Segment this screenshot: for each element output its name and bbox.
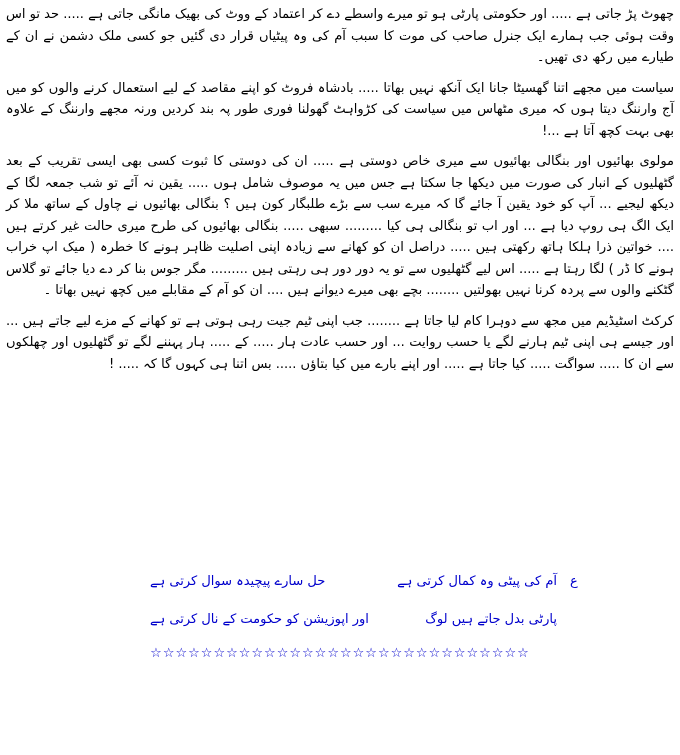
verse-line1-left: حل سارے پیچیدہ سوال کرتی ہے [150,574,326,589]
verse-line1-right: آم کی پیٹی وہ کمال کرتی ہے [397,574,557,589]
paragraph-3: مولوی بھائیوں اور بنگالی بھائیوں سے میری خاص دوستی ہے ..... ان کی دوستی کا ثبوت کسی بھی ایسی تقریب کے بعد گٹھلیوں کے انبار کی صورت میں دیکھا جا سکتا ہے جس میں یہ موصوف شامل ہوں ..... یقین نہ آئے تو شب جمعہ لگا کے دیکھ لیجیے ... آپ کو خود یقین آ جائے گا کہ میرے سب سے بڑے طلبگار کون ہیں ؟ بنگالی بھائیوں نے چاول کے ساتھ ملا کر ایک الگ ہی روپ دیا ہے ... اور اب تو بنگالی ہی کیا ......... سبھی ..... بنگالی بھائیوں کی طرح میری حالت غیر کرتے ہیں .... خواتین ذرا ہلکا ہاتھ رکھتی ہیں ..... دراصل ان کو کھانے سے زیادہ اپنی اصلیت ظاہر ہونے کا خطرہ ( میک اپ خراب ہونے کا ڈر ) لگا رہتا ہے ..... اس لیے گٹھلیوں سے تو یہ دور دور ہی رہتی ہیں ......... مگر جوس بنا کر دے دیا جائے تو گلاس گٹکنے والوں سے پردہ کرنا نہیں بھولتیں ........ بچے بھی میرے دیوانے ہیں .... ان کو آم کے مقابلے میں کچھ نہیں بھاتا ۔ [6,154,674,298]
paragraph-4: کرکٹ اسٹیڈیم میں مجھ سے دوہرا کام لیا جاتا ہے ........ جب اپنی ٹیم جیت رہی ہوتی ہے تو کھانے کے مزے لیے جاتے ہیں ... اور جیسے ہی اپنی ٹیم ہارنے لگے یا حسب روایت ... اور حسب عادت ہار ..... کے ..... ہار پہننے لگے تو گٹھلیوں اور چھلکوں سے ان کا ..... سواگت ..... کیا جاتا ہے ..... اور اپنے بارے میں کیا بتاؤں ..... بس اتنا ہی کہوں گا کہ ..... ! [6,313,674,372]
verse-marker: ع [570,574,578,589]
verse-line2-left: اور اپوزیشن کو حکومت کے نال کرتی ہے [150,612,369,627]
verse-line2-right: پارٹی بدل جاتے ہیں لوگ [425,612,557,627]
paragraph-1: چھوٹ پڑ جاتی ہے ..... اور حکومتی پارٹی ہو تو میرے واسطے دے کر اعتماد کے ووٹ کی بھیک مانگی جاتی ہے ..... حد تو اس وقت ہوئی جب ہمارے ایک جنرل صاحب کی موت کا سبب آم کی وہ پیٹیاں قرار دی گئیں جو کسی ملک دشمن نے ان کے طیارے میں رکھ دی تھیں۔ [6,7,674,65]
star-divider: ☆☆☆☆☆☆☆☆☆☆☆☆☆☆☆☆☆☆☆☆☆☆☆☆☆☆☆☆☆☆ [150,646,530,661]
article-body [6,4,674,384]
paragraph-2: سیاست میں مجھے اتنا گھسیٹا جانا ایک آنکھ نہیں بھاتا ..... بادشاہ فروٹ کو اپنے مقاصد کے لیے استعمال کرنے والوں کو میں آج وارننگ دیتا ہوں کہ میری مٹھاس میں سیاست کی کڑواہٹ گھولنا فوری طور پہ بند کردیں ورنہ مجھے وارننگ کے علاوہ بھی بہت کچھ آتا ہے ...! [6,80,674,139]
